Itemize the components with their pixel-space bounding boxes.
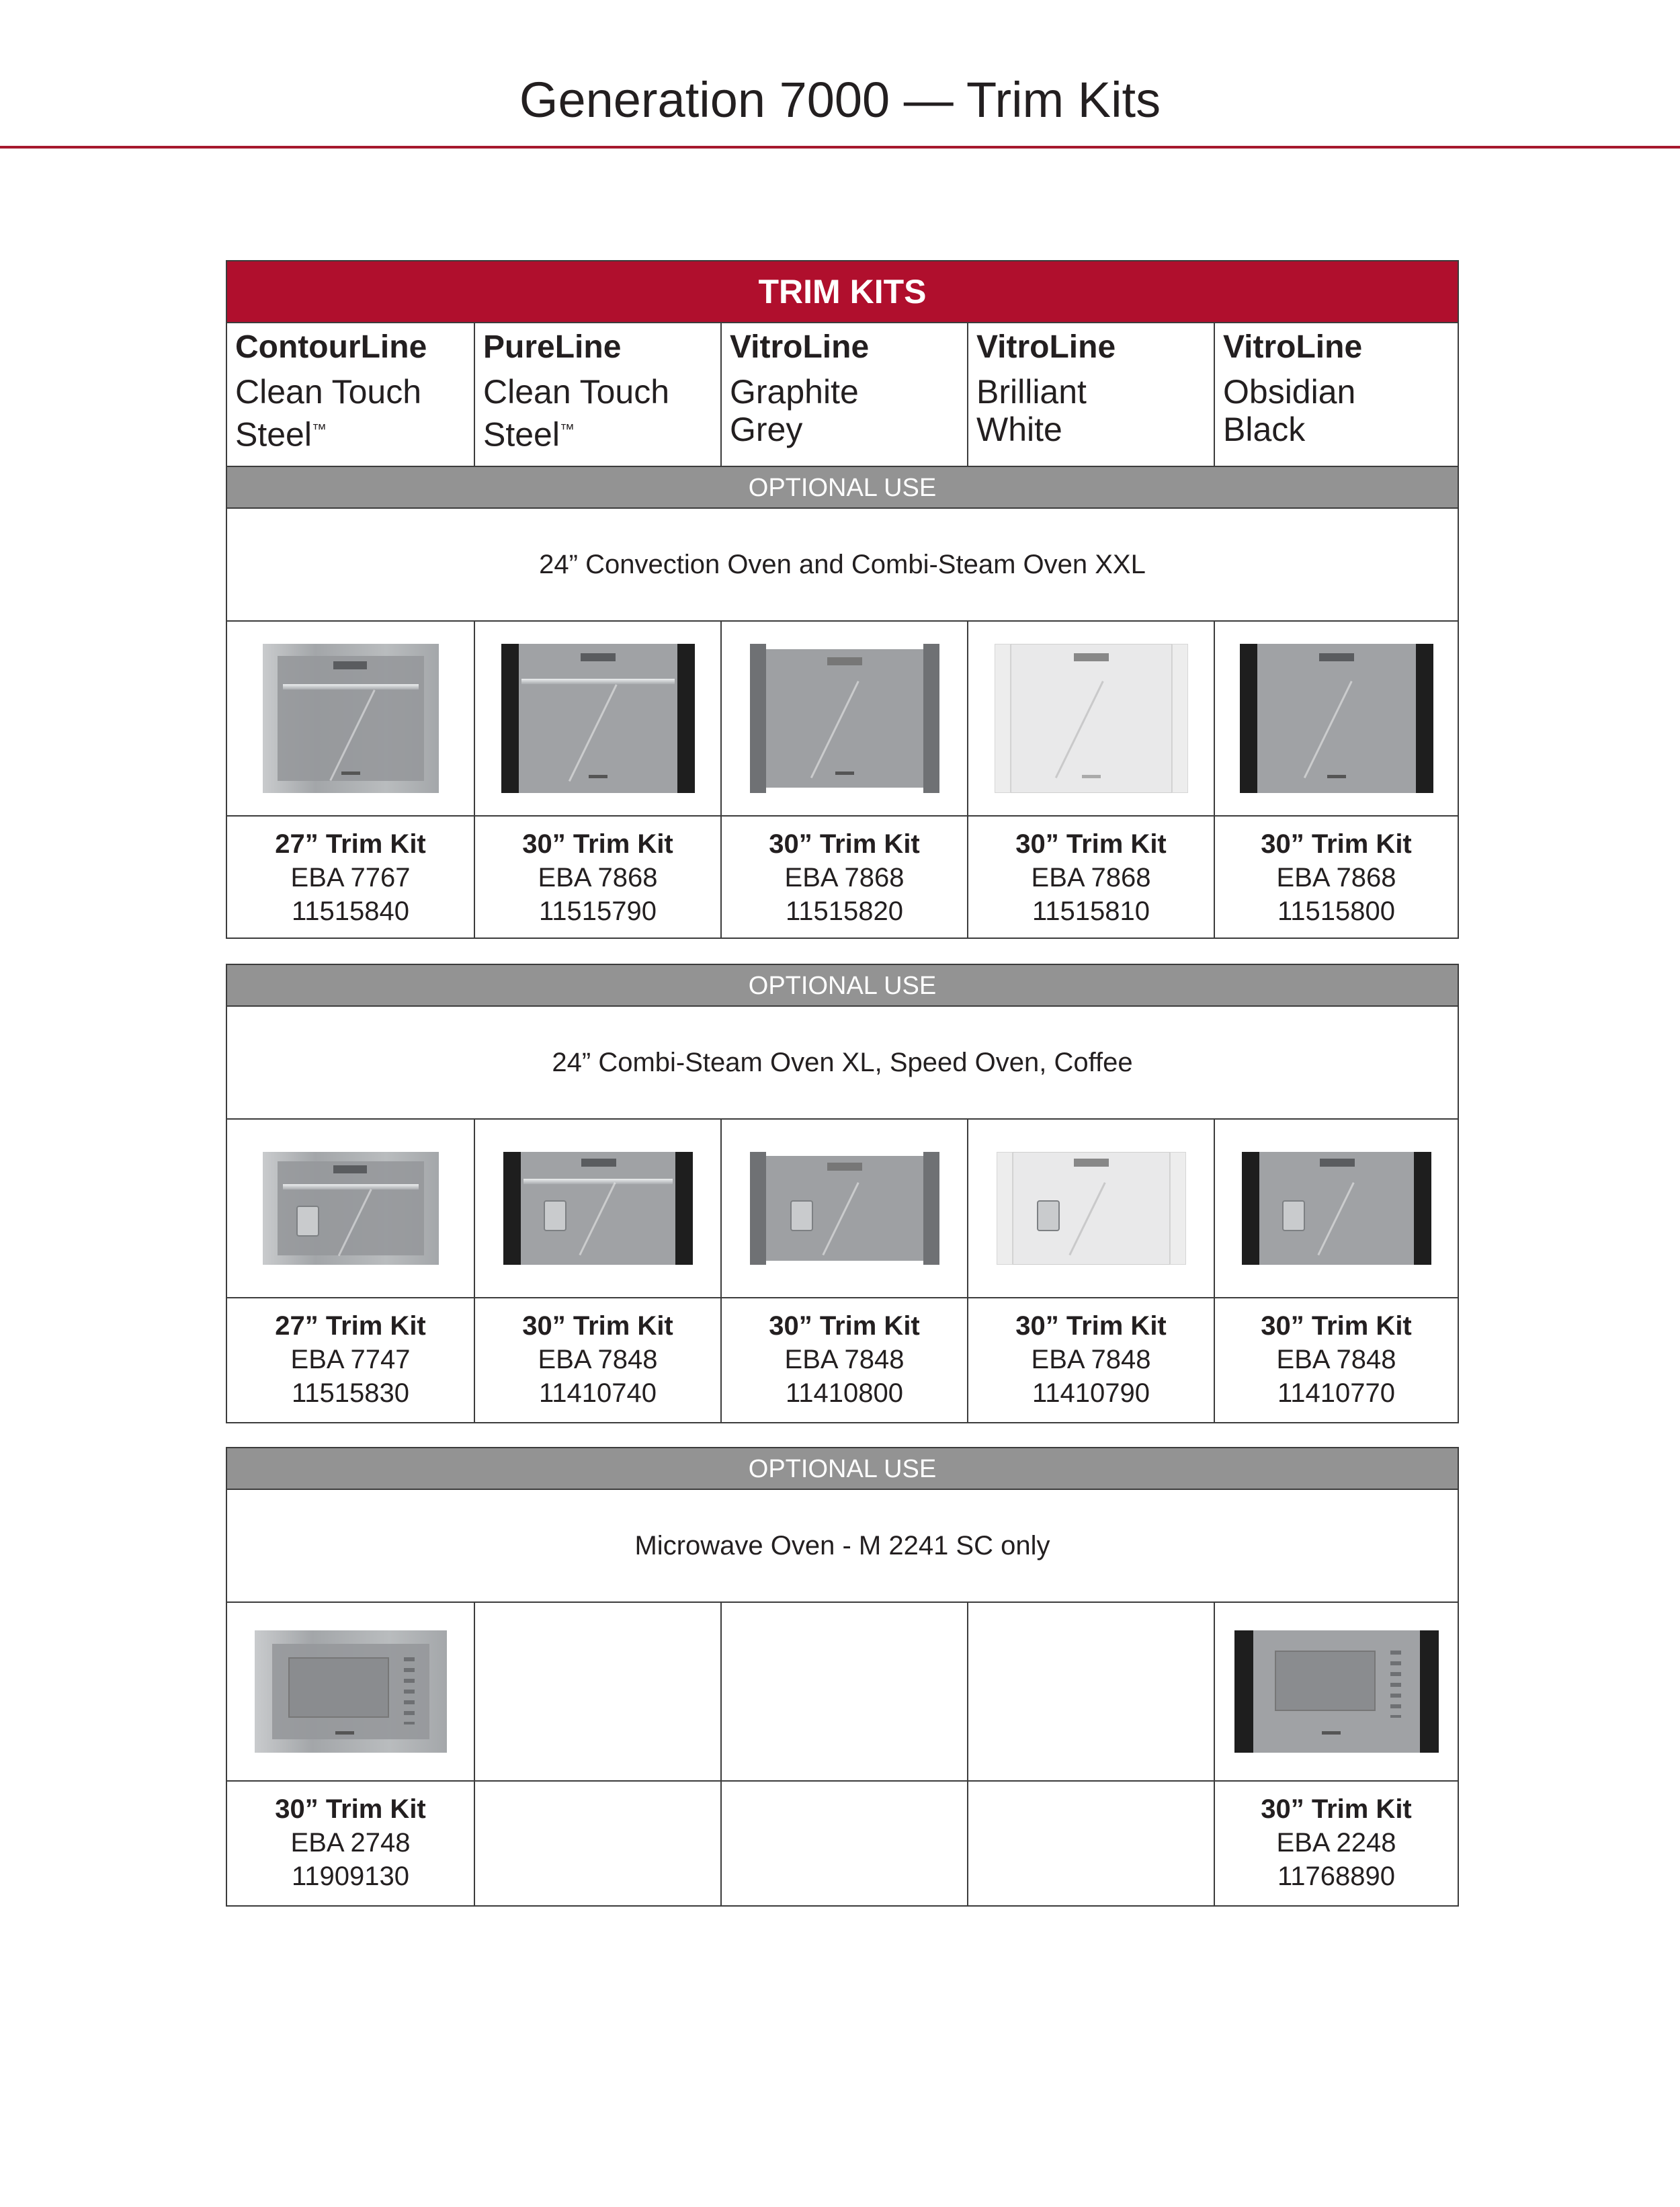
kit-cell: 30” Trim Kit EBA 7868 11515790 bbox=[474, 817, 720, 938]
kit-row bbox=[227, 1297, 1458, 1422]
finish-line-1: Clean Touch bbox=[483, 373, 670, 411]
kit-cell: 30” Trim Kit EBA 2748 11909130 bbox=[275, 1794, 426, 1891]
combi-contourline-image bbox=[263, 1152, 439, 1265]
kit-cell: 30” Trim Kit EBA 7848 11410740 bbox=[474, 1298, 720, 1422]
kit-cell bbox=[474, 1782, 720, 1905]
page-title: Generation 7000 — Trim Kits bbox=[519, 72, 1161, 128]
kit-cell: 30” Trim Kit EBA 2248 11768890 bbox=[1214, 1782, 1458, 1905]
column-finish bbox=[483, 373, 720, 454]
title-rule bbox=[0, 146, 1680, 149]
finish-line-2: Steel bbox=[483, 415, 560, 454]
kit-row bbox=[227, 815, 1458, 938]
oven-graphite-grey-image bbox=[750, 644, 939, 793]
column-header bbox=[720, 323, 967, 466]
appliance-image-row bbox=[227, 1118, 1458, 1297]
section-description: 24” Combi-Steam Oven XL, Speed Oven, Coffee bbox=[227, 1005, 1458, 1118]
column-header bbox=[967, 323, 1214, 466]
microwave-obsidian-black-image bbox=[1234, 1630, 1439, 1753]
combi-brilliant-white-image bbox=[997, 1152, 1186, 1265]
column-finish bbox=[235, 373, 474, 454]
appliance-image-row bbox=[227, 620, 1458, 815]
trademark: ™ bbox=[559, 421, 575, 438]
combi-obsidian-black-image bbox=[1242, 1152, 1431, 1265]
kit-cell: 30” Trim Kit EBA 7848 11410770 bbox=[1214, 1298, 1458, 1422]
finish-line-2: Grey bbox=[730, 411, 803, 448]
table-header: TRIM KITS bbox=[227, 261, 1458, 322]
finish-line-1: Obsidian bbox=[1223, 373, 1356, 411]
column-header bbox=[1214, 323, 1458, 466]
empty-cell bbox=[720, 1603, 967, 1780]
finish-line-2: Steel bbox=[235, 415, 312, 454]
finish-line-1: Graphite bbox=[730, 373, 859, 411]
column-line-name: VitroLine bbox=[976, 329, 1116, 365]
kit-row bbox=[227, 1780, 1458, 1905]
appliance-image-row bbox=[227, 1601, 1458, 1780]
kit-cell: 30” Trim Kit EBA 7868 11515810 bbox=[967, 817, 1214, 938]
empty-cell bbox=[967, 1603, 1214, 1780]
section-description: Microwave Oven - M 2241 SC only bbox=[227, 1489, 1458, 1601]
optional-use-bar: OPTIONAL USE bbox=[227, 466, 1458, 507]
oven-brilliant-white-image bbox=[995, 644, 1188, 793]
finish-line-2: Black bbox=[1223, 411, 1306, 448]
oven-obsidian-black-image bbox=[1240, 644, 1433, 793]
combi-graphite-grey-image bbox=[750, 1152, 939, 1265]
kit-cell bbox=[720, 1782, 967, 1905]
finish-line-1: Brilliant bbox=[976, 373, 1087, 411]
column-finish bbox=[976, 373, 1214, 448]
section-microwave bbox=[226, 1447, 1459, 1907]
oven-pureline-image bbox=[501, 644, 695, 793]
kit-cell: 30” Trim Kit EBA 7868 11515820 bbox=[720, 817, 967, 938]
column-line-name: ContourLine bbox=[235, 329, 427, 365]
column-line-name: PureLine bbox=[483, 329, 622, 365]
kit-cell: 27” Trim Kit EBA 7747 11515830 bbox=[275, 1311, 426, 1408]
column-finish bbox=[1223, 373, 1458, 448]
kit-cell: 30” Trim Kit EBA 7868 11515800 bbox=[1214, 817, 1458, 938]
empty-cell bbox=[474, 1603, 720, 1780]
finish-line-2: White bbox=[976, 411, 1062, 448]
trademark: ™ bbox=[311, 421, 327, 438]
optional-use-bar: OPTIONAL USE bbox=[227, 965, 1458, 1005]
optional-use-bar: OPTIONAL USE bbox=[227, 1448, 1458, 1489]
kit-cell: 30” Trim Kit EBA 7848 11410800 bbox=[720, 1298, 967, 1422]
column-line-name: VitroLine bbox=[1223, 329, 1363, 365]
column-header bbox=[474, 323, 720, 466]
section-description: 24” Convection Oven and Combi-Steam Oven XXL bbox=[227, 507, 1458, 620]
oven-contourline-image bbox=[263, 644, 439, 793]
trim-kits-table bbox=[226, 260, 1459, 939]
kit-cell bbox=[967, 1782, 1214, 1905]
column-finish bbox=[730, 373, 967, 448]
column-line-name: VitroLine bbox=[730, 329, 870, 365]
microwave-steel-image bbox=[255, 1630, 447, 1753]
kit-cell: 27” Trim Kit EBA 7767 11515840 bbox=[275, 829, 426, 926]
column-header bbox=[227, 323, 474, 466]
column-headers bbox=[227, 322, 1458, 466]
finish-line-1: Clean Touch bbox=[235, 373, 422, 411]
section-combi-steam bbox=[226, 964, 1459, 1423]
combi-pureline-image bbox=[503, 1152, 693, 1265]
kit-cell: 30” Trim Kit EBA 7848 11410790 bbox=[967, 1298, 1214, 1422]
